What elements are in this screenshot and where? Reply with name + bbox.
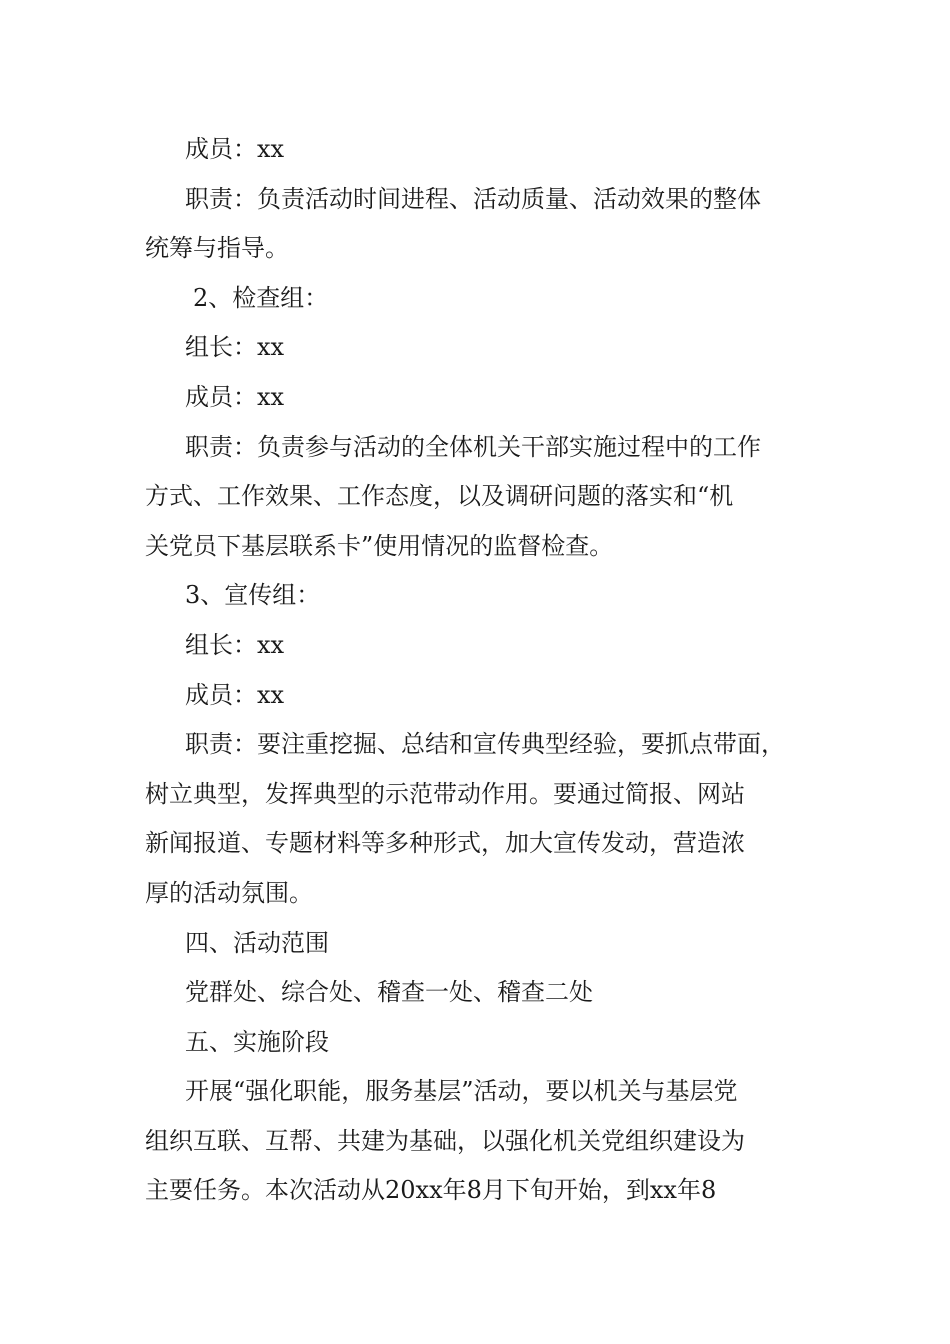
publicity-group-leader: 组长：xx: [185, 630, 285, 659]
inspection-group-heading: 2、检查组：: [193, 283, 329, 312]
section-heading-stages: 五、实施阶段: [185, 1027, 329, 1056]
publicity-group-member: 成员：xx: [185, 680, 285, 709]
publicity-group-duty-line-4: 厚的活动氛围。: [145, 878, 313, 907]
inspection-group-member: 成员：xx: [185, 382, 285, 411]
stages-paragraph-line-2: 组织互联、互帮、共建为基础，以强化机关党组织建设为: [145, 1126, 745, 1155]
publicity-group-heading: 3、宣传组：: [185, 581, 321, 610]
leader-group-member: 成员：xx: [185, 135, 285, 163]
publicity-group-duty-line-2: 树立典型，发挥典型的示范带动作用。要通过简报、网站: [145, 779, 745, 808]
stages-paragraph-line-3: 主要任务。本次活动从20xx年8月下旬开始，到xx年8: [145, 1176, 717, 1205]
inspection-group-duty-line-3: 关党员下基层联系卡”使用情况的监督检查。: [145, 531, 614, 560]
inspection-group-duty-line-1: 职责：负责参与活动的全体机关干部实施过程中的工作: [185, 432, 761, 461]
publicity-group-duty-line-1: 职责：要注重挖掘、总结和宣传典型经验，要抓点带面，: [185, 730, 785, 759]
inspection-group-leader: 组长：xx: [185, 333, 285, 362]
document-body: [145, 125, 810, 1216]
leader-group-duty-line-2: 统筹与指导。: [145, 234, 289, 263]
publicity-group-duty-line-3: 新闻报道、专题材料等多种形式，加大宣传发动，营造浓: [145, 829, 745, 858]
inspection-group-duty-line-2: 方式、工作效果、工作态度，以及调研问题的落实和“机: [145, 482, 734, 511]
section-heading-scope: 四、活动范围: [185, 928, 329, 957]
stages-paragraph-line-1: 开展“强化职能，服务基层”活动，要以机关与基层党: [185, 1077, 738, 1106]
scope-departments: 党群处、综合处、稽查一处、稽查二处: [185, 978, 593, 1007]
leader-group-duty-line-1: 职责：负责活动时间进程、活动质量、活动效果的整体: [185, 184, 761, 213]
